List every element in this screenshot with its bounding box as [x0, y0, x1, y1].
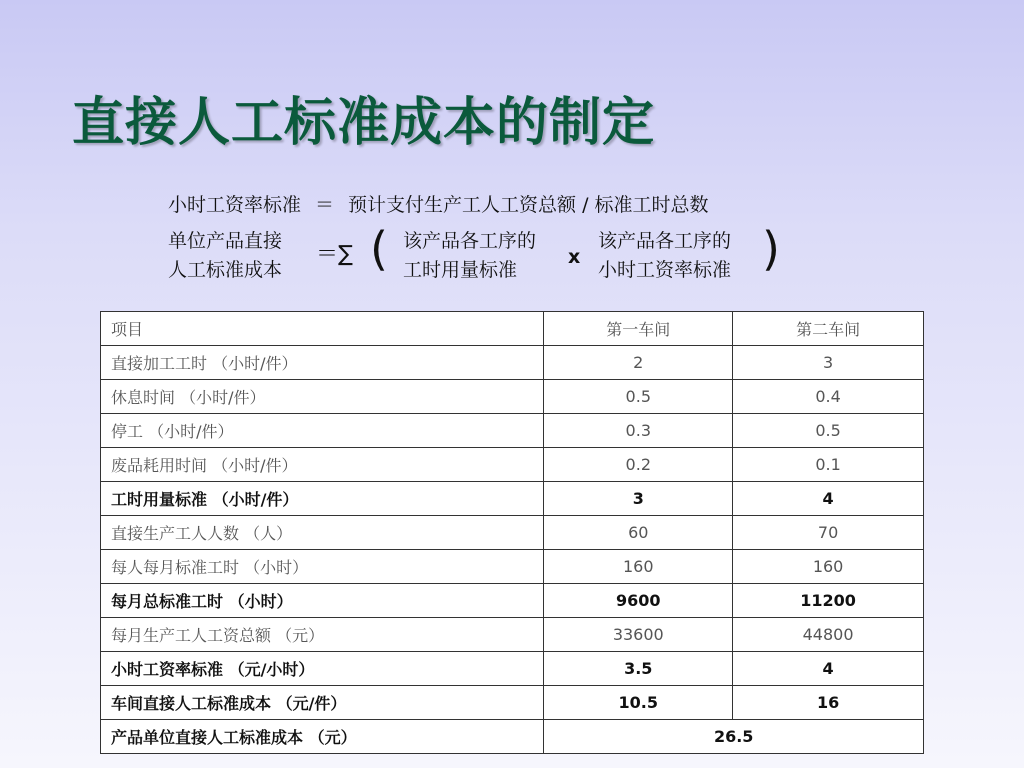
- table-row: [101, 516, 924, 550]
- row-item-cell: 每月生产工人工资总额 （元）: [101, 618, 544, 652]
- row-workshop-2-cell: 4: [733, 652, 924, 686]
- table-row: [101, 550, 924, 584]
- row-workshop-2-cell: 0.1: [733, 448, 924, 482]
- row-workshop-1-cell: 33600: [544, 618, 733, 652]
- row-item-cell: 直接生产工人人数 （人）: [101, 516, 544, 550]
- row-item-cell: 休息时间 （小时/件）: [101, 380, 544, 414]
- wage-term-line2: 小时工资率标准: [598, 259, 732, 281]
- wage-rate-formula: [168, 190, 709, 217]
- row-workshop-2-cell: 11200: [733, 584, 924, 618]
- row-workshop-2-cell: 4: [733, 482, 924, 516]
- row-item-cell: 直接加工工时 （小时/件）: [101, 346, 544, 380]
- total-item-cell: 产品单位直接人工标准成本 （元）: [101, 720, 544, 754]
- row-workshop-1-cell: 60: [544, 516, 733, 550]
- row-item-cell: 每月总标准工时 （小时）: [101, 584, 544, 618]
- row-workshop-1-cell: 0.5: [544, 380, 733, 414]
- table-row: [101, 618, 924, 652]
- formula-equals: ＝: [315, 194, 335, 216]
- hours-standard-term: [403, 227, 536, 285]
- unit-cost-label: [168, 227, 282, 285]
- open-paren: (: [370, 222, 388, 276]
- formula-left: 小时工资率标准: [168, 194, 302, 216]
- row-item-cell: 工时用量标准 （小时/件）: [101, 482, 544, 516]
- row-workshop-1-cell: 9600: [544, 584, 733, 618]
- table-row: [101, 686, 924, 720]
- table-row: [101, 346, 924, 380]
- table-header-row: [101, 312, 924, 346]
- page-title: 直接人工标准成本的制定: [72, 93, 656, 153]
- header-workshop-2: 第二车间: [733, 312, 924, 346]
- row-workshop-2-cell: 44800: [733, 618, 924, 652]
- row-workshop-2-cell: 0.5: [733, 414, 924, 448]
- unit-cost-label-line1: 单位产品直接: [168, 230, 283, 252]
- table-row: [101, 652, 924, 686]
- table-row: [101, 584, 924, 618]
- row-workshop-2-cell: 3: [733, 346, 924, 380]
- row-workshop-1-cell: 2: [544, 346, 733, 380]
- table-row: [101, 448, 924, 482]
- table-row: [101, 414, 924, 448]
- row-workshop-1-cell: 3.5: [544, 652, 733, 686]
- wage-rate-term: [598, 227, 731, 285]
- hours-term-line2: 工时用量标准: [403, 259, 518, 281]
- standard-cost-table: [100, 311, 924, 754]
- row-item-cell: 小时工资率标准 （元/小时）: [101, 652, 544, 686]
- row-workshop-1-cell: 0.2: [544, 448, 733, 482]
- row-workshop-1-cell: 0.3: [544, 414, 733, 448]
- row-item-cell: 废品耗用时间 （小时/件）: [101, 448, 544, 482]
- multiply-sign: x: [568, 246, 581, 268]
- formula-right: 预计支付生产工人工资总额 / 标准工时总数: [348, 194, 709, 216]
- row-workshop-2-cell: 16: [733, 686, 924, 720]
- row-workshop-2-cell: 70: [733, 516, 924, 550]
- row-workshop-1-cell: 3: [544, 482, 733, 516]
- table-total-row: [101, 720, 924, 754]
- row-workshop-2-cell: 0.4: [733, 380, 924, 414]
- table-row: [101, 482, 924, 516]
- row-workshop-1-cell: 160: [544, 550, 733, 584]
- row-workshop-1-cell: 10.5: [544, 686, 733, 720]
- wage-term-line1: 该产品各工序的: [598, 230, 732, 252]
- sum-symbol: ＝∑: [316, 242, 353, 267]
- row-item-cell: 车间直接人工标准成本 （元/件）: [101, 686, 544, 720]
- header-workshop-1: 第一车间: [544, 312, 733, 346]
- table-row: [101, 380, 924, 414]
- row-workshop-2-cell: 160: [733, 550, 924, 584]
- total-value-cell: 26.5: [544, 720, 924, 754]
- header-item: 项目: [101, 312, 544, 346]
- close-paren: ): [762, 222, 780, 276]
- row-item-cell: 每人每月标准工时 （小时）: [101, 550, 544, 584]
- row-item-cell: 停工 （小时/件）: [101, 414, 544, 448]
- hours-term-line1: 该产品各工序的: [403, 230, 537, 252]
- unit-cost-label-line2: 人工标准成本: [168, 259, 283, 281]
